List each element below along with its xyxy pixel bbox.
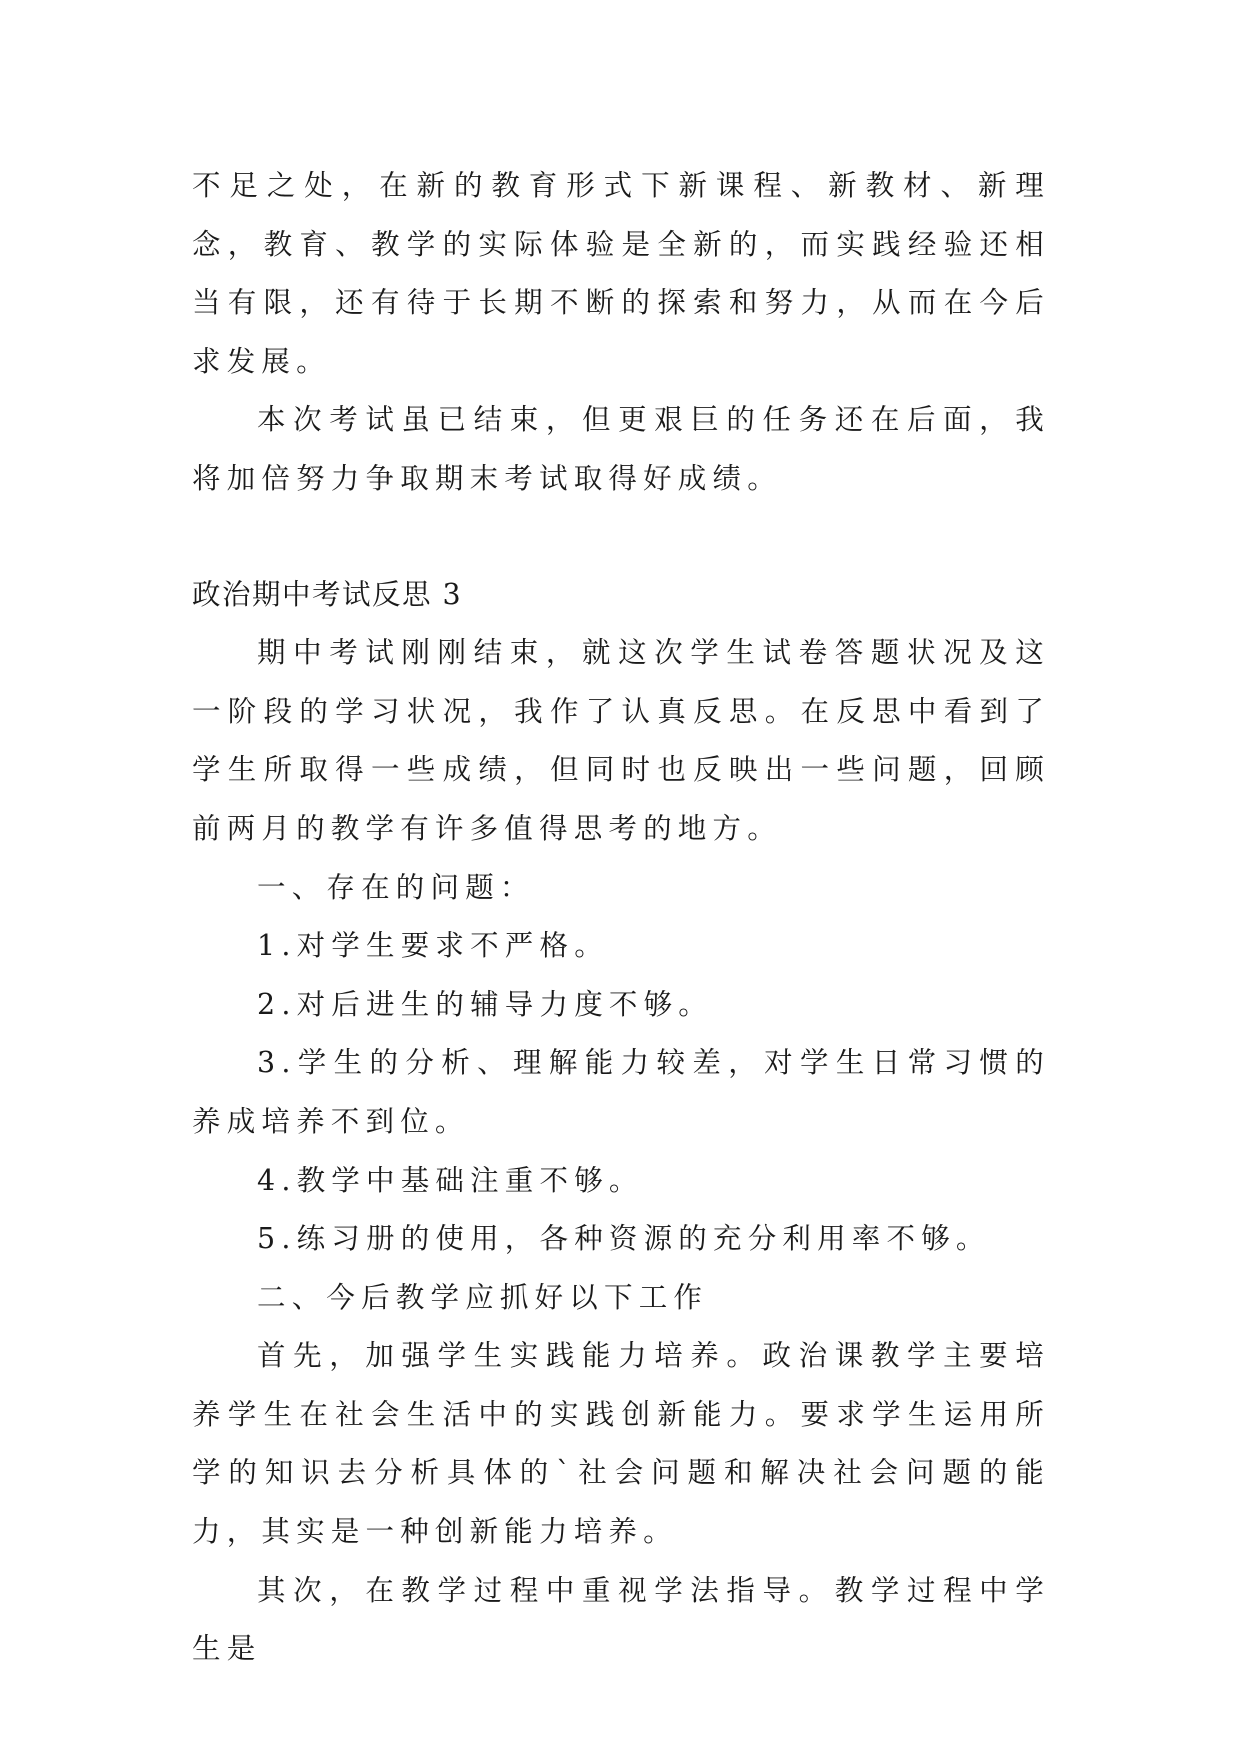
closing-paragraph: 本次考试虽已结束，但更艰巨的任务还在后面，我将加倍努力争取期末考试取得好成绩。 xyxy=(192,403,1050,495)
problems-heading: 一、存在的问题： xyxy=(257,870,535,904)
problem-item-3: 3.学生的分析、理解能力较差，对学生日常习惯的养成培养不到位。 xyxy=(192,1046,1050,1138)
document-body xyxy=(192,157,1050,1679)
problem-item-1: 1.对学生要求不严格。 xyxy=(257,929,609,963)
section-title: 政治期中考试反思 3 xyxy=(192,577,463,611)
continuation-paragraph: 不足之处，在新的教育形式下新课程、新教材、新理念，教育、教学的实际体验是全新的，而实践经验还相当有限，还有待于长期不断的探索和努力，从而在今后求发展。 xyxy=(192,169,1050,378)
problem-item-5: 5.练习册的使用，各种资源的充分利用率不够。 xyxy=(257,1222,991,1256)
intro-paragraph: 期中考试刚刚结束，就这次学生试卷答题状况及这一阶段的学习状况，我作了认真反思。在反思中看到了学生所取得一些成绩，但同时也反映出一些问题，回顾前两月的教学有许多值得思考的地方。 xyxy=(192,636,1050,845)
work-paragraph-first: 首先，加强学生实践能力培养。政治课教学主要培养学生在社会生活中的实践创新能力。要求学生运用所学的知识去分析具体的`社会问题和解决社会问题的能力，其实是一种创新能力培养。 xyxy=(192,1339,1050,1549)
problem-item-4: 4.教学中基础注重不够。 xyxy=(257,1163,644,1197)
work-paragraph-second: 其次，在教学过程中重视学法指导。教学过程中学生是 xyxy=(192,1573,1050,1666)
work-heading: 二、今后教学应抓好以下工作 xyxy=(257,1280,709,1314)
section-spacer xyxy=(192,509,1050,566)
problem-item-2: 2.对后进生的辅导力度不够。 xyxy=(257,987,713,1021)
